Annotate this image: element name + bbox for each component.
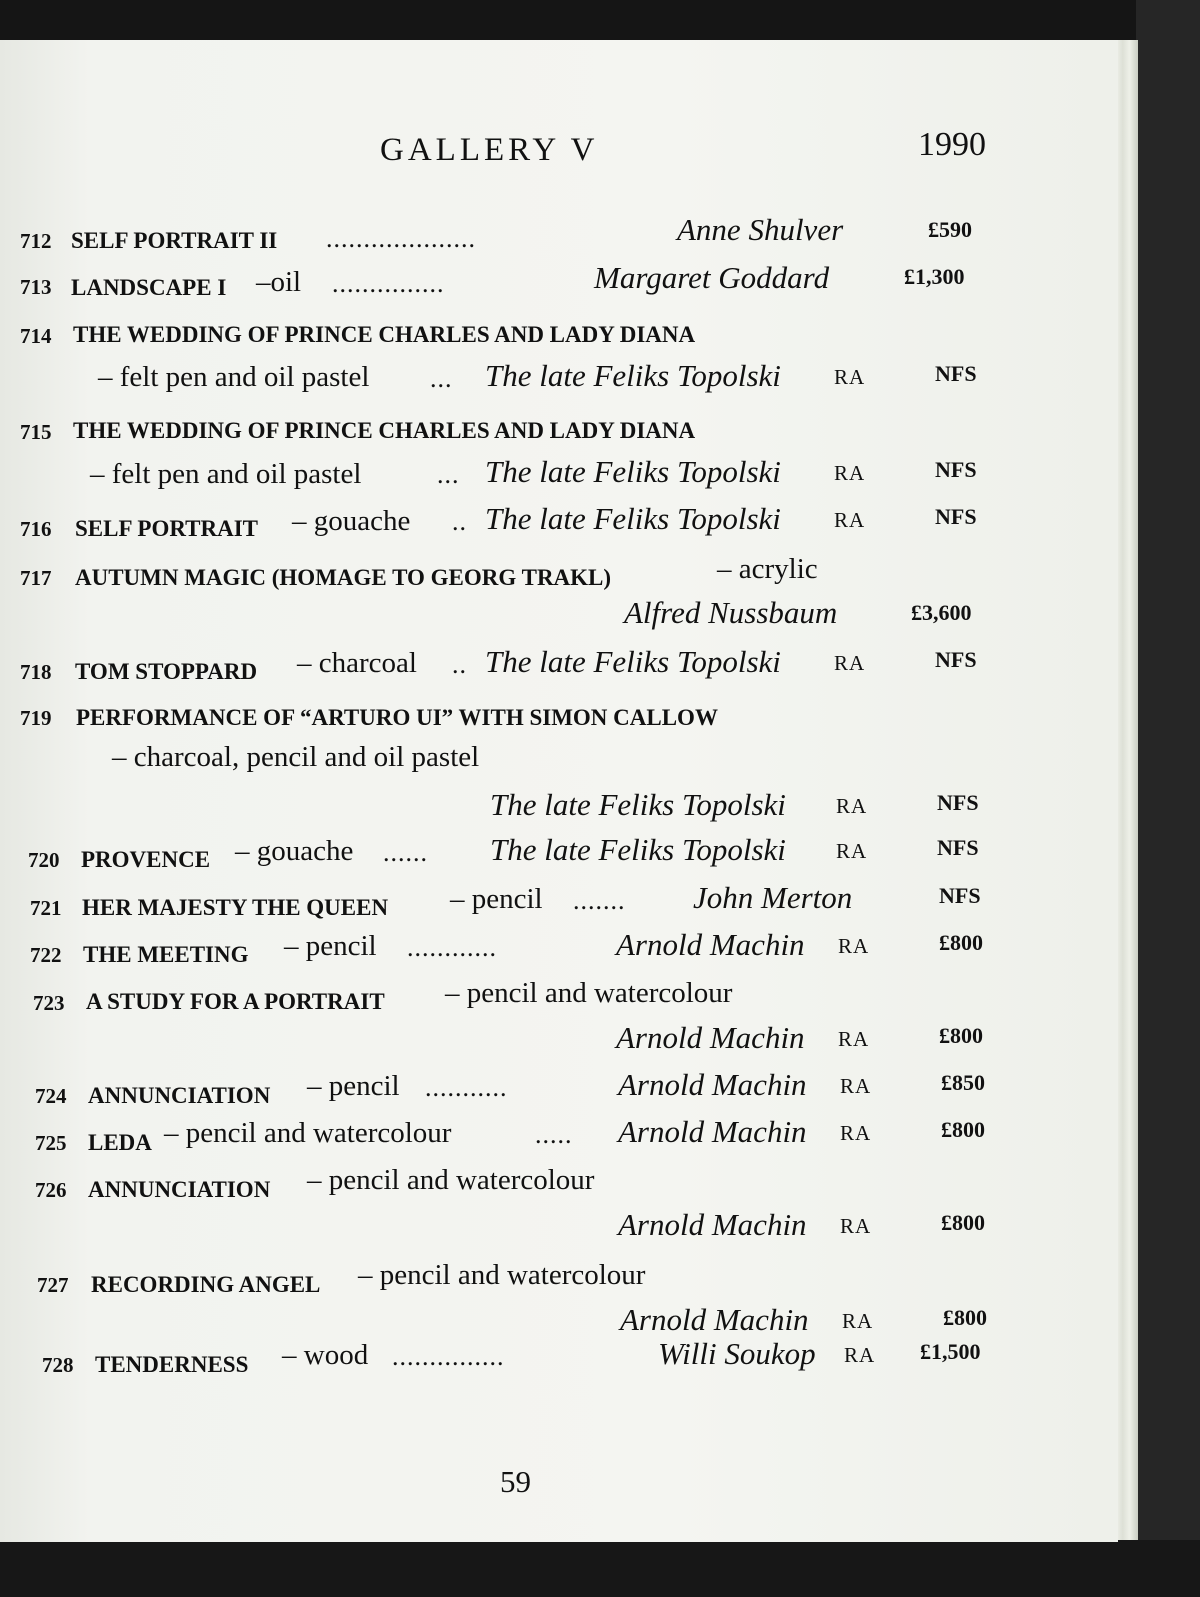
leader-dots: ..... [535,1120,573,1149]
entry-title: TOM STOPPARD [75,659,258,684]
entry-number: 727 [37,1273,69,1297]
entry-medium: – pencil [307,1070,400,1102]
entry-medium: – pencil and watercolour [445,977,733,1009]
leader-dots: ... [430,364,453,393]
entry-artist: Margaret Goddard [594,260,830,295]
leader-dots: ............... [392,1342,505,1371]
leader-dots: ....... [573,886,626,915]
entry-medium: – charcoal, pencil and oil pastel [112,741,480,773]
entry-artist: The late Feliks Topolski [490,787,786,822]
entry-artist: John Merton [693,880,853,915]
entry-price: £800 [941,1117,985,1142]
entry-artist: Willi Soukop [658,1336,816,1371]
entry-suffix: RA [838,934,870,958]
entry-medium: – pencil [284,930,377,962]
entry-suffix: RA [834,508,866,532]
gallery-heading: GALLERY V [380,132,599,168]
entry-suffix: RA [842,1309,874,1333]
entry-title: THE WEDDING OF PRINCE CHARLES AND LADY DIANA [73,322,696,347]
entry-price: NFS [937,790,979,815]
leader-dots: .. [452,650,467,679]
entry-artist: Arnold Machin [620,1302,809,1337]
entry-number: 726 [35,1178,67,1202]
entry-suffix: RA [840,1121,872,1145]
entry-suffix: RA [844,1343,876,1367]
entry-price: £800 [941,1210,985,1235]
entry-suffix: RA [834,365,866,389]
entry-title: PROVENCE [81,847,211,872]
entry-number: 722 [30,943,62,967]
entry-medium: – wood [282,1339,369,1371]
entry-artist: The late Feliks Topolski [485,358,781,393]
year-heading: 1990 [918,126,986,163]
entry-price: NFS [935,504,977,529]
entry-number: 721 [30,896,62,920]
entry-medium: – acrylic [717,553,818,585]
entry-title: PERFORMANCE OF “ARTURO UI” WITH SIMON CALLOW [76,705,718,730]
entry-artist: Arnold Machin [616,1020,805,1055]
entry-artist: Arnold Machin [616,927,805,962]
entry-price: £800 [939,1023,983,1048]
entry-medium: – gouache [292,505,411,537]
entry-price: NFS [935,647,977,672]
entry-price: NFS [939,883,981,908]
entry-medium: – pencil and watercolour [358,1259,646,1291]
entry-medium: – felt pen and oil pastel [90,458,362,490]
entry-suffix: RA [840,1074,872,1098]
entry-number: 719 [20,706,52,730]
entry-price: £800 [943,1305,987,1330]
leader-dots: ............ [407,933,497,962]
entry-title: THE WEDDING OF PRINCE CHARLES AND LADY DIANA [73,418,696,443]
entry-number: 724 [35,1084,67,1108]
entry-suffix: RA [836,794,868,818]
entry-title: LEDA [88,1130,152,1155]
entry-medium: – gouache [235,835,354,867]
entry-title: AUTUMN MAGIC (HOMAGE TO GEORG TRAKL) [75,565,612,590]
entry-price: £800 [939,930,983,955]
entry-number: 720 [28,848,60,872]
entry-title: RECORDING ANGEL [91,1272,321,1297]
entry-suffix: RA [834,461,866,485]
scan-background-top [0,0,1200,44]
entry-price: £1,300 [904,264,965,289]
entry-price: NFS [935,457,977,482]
leader-dots: ........... [425,1073,508,1102]
entry-artist: Arnold Machin [618,1114,807,1149]
leader-dots: ............... [332,269,445,298]
leader-dots: ... [437,460,460,489]
scan-background-right [1136,0,1200,1597]
entry-number: 725 [35,1131,67,1155]
leader-dots: .. [452,507,467,536]
entry-suffix: RA [838,1027,870,1051]
entry-number: 713 [20,275,52,299]
entry-price: £590 [928,217,972,242]
entry-medium: – pencil and watercolour [307,1164,595,1196]
entry-suffix: RA [836,839,868,863]
leader-dots: .................... [326,224,476,253]
entry-price: £850 [941,1070,985,1095]
entry-number: 723 [33,991,65,1015]
entry-medium: – pencil and watercolour [164,1117,452,1149]
entry-title: LANDSCAPE I [71,275,227,300]
entry-artist: Arnold Machin [618,1067,807,1102]
entry-title: SELF PORTRAIT II [71,228,278,253]
entry-number: 715 [20,420,52,444]
entry-artist: Alfred Nussbaum [624,595,838,630]
entry-number: 728 [42,1353,74,1377]
entry-price: NFS [937,835,979,860]
entry-price: NFS [935,361,977,386]
entry-number: 712 [20,229,52,253]
entry-artist: The late Feliks Topolski [485,644,781,679]
entry-suffix: RA [834,651,866,675]
entry-medium: – felt pen and oil pastel [98,361,370,393]
entry-number: 717 [20,566,52,590]
entry-price: £1,500 [920,1339,981,1364]
entry-title: SELF PORTRAIT [75,516,259,541]
entry-price: £3,600 [911,600,972,625]
entry-artist: Arnold Machin [618,1207,807,1242]
entry-artist: The late Feliks Topolski [485,501,781,536]
entry-artist: The late Feliks Topolski [485,454,781,489]
catalogue-page [0,40,1118,1542]
entry-title: ANNUNCIATION [88,1083,271,1108]
entry-artist: Anne Shulver [677,212,844,247]
entry-title: THE MEETING [83,942,249,967]
entry-number: 718 [20,660,52,684]
entry-medium: – pencil [450,883,543,915]
entry-medium: –oil [256,266,302,298]
entry-title: ANNUNCIATION [88,1177,271,1202]
scan-background-bottom [0,1540,1200,1597]
entry-number: 716 [20,517,52,541]
page-number: 59 [500,1464,531,1499]
entry-artist: The late Feliks Topolski [490,832,786,867]
entry-suffix: RA [840,1214,872,1238]
entry-number: 714 [20,324,52,348]
entry-title: TENDERNESS [95,1352,249,1377]
leader-dots: ...... [383,838,428,867]
entry-medium: – charcoal [297,647,417,679]
entry-title: A STUDY FOR A PORTRAIT [86,989,385,1014]
entry-title: HER MAJESTY THE QUEEN [82,895,389,920]
